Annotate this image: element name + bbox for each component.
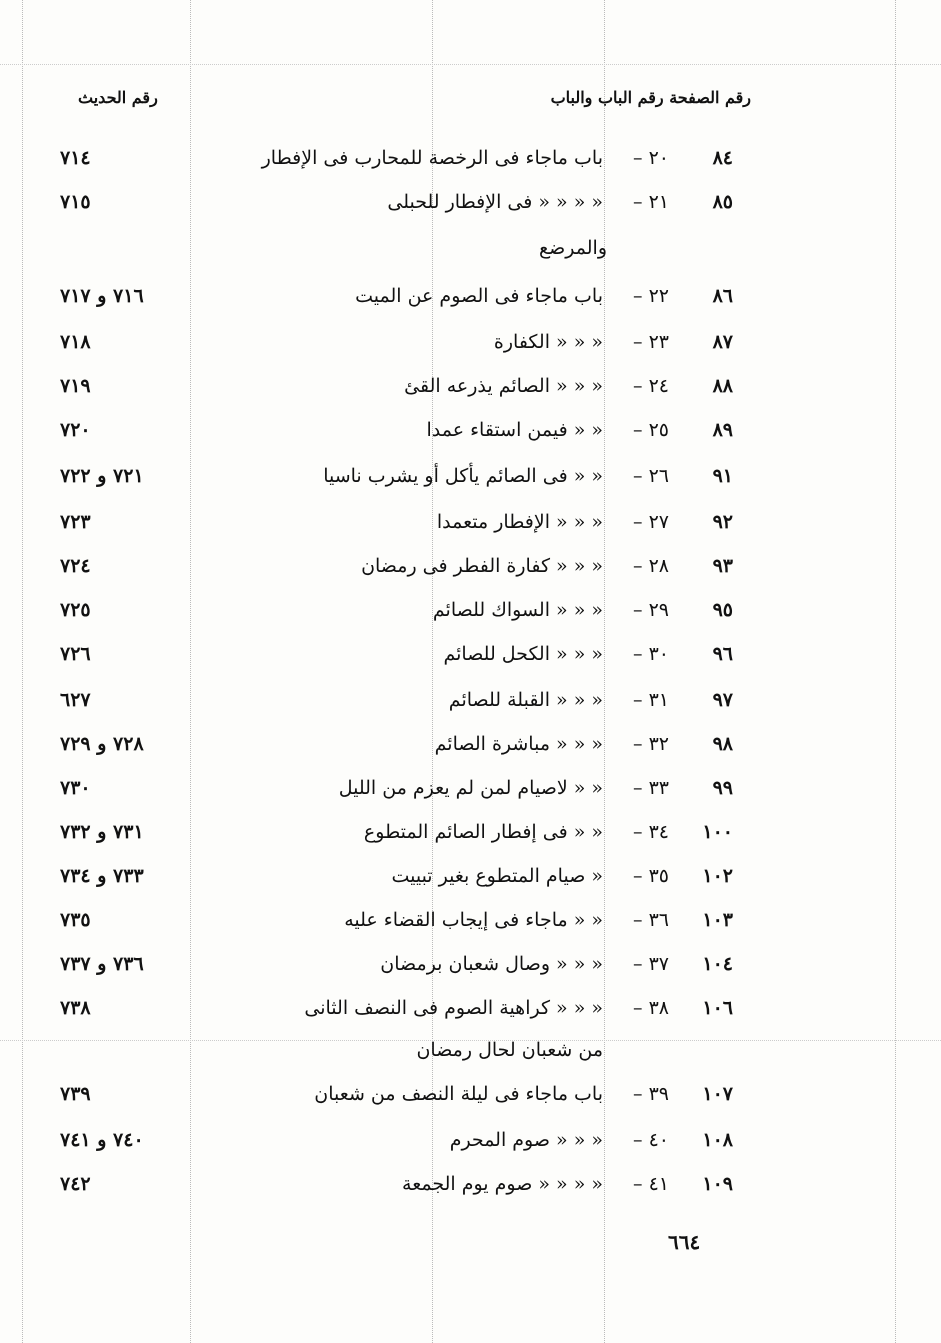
- hadith-number-cell: ٧١٩: [60, 375, 91, 397]
- chapter-title-cell: « « « الإفطار متعمدا: [436, 511, 603, 533]
- hadith-number-cell: ٧٣٣ و ٧٣٤: [60, 865, 144, 887]
- table-row: [0, 322, 941, 362]
- chapter-number-cell: ٢٦ –: [633, 465, 669, 487]
- page-number-cell: ١٠٢: [702, 865, 733, 887]
- table-row: [0, 1164, 941, 1204]
- page-number-cell: ١٠٦: [702, 997, 733, 1019]
- hadith-number-cell: ٧٢١ و ٧٢٢: [60, 465, 144, 487]
- page-number-cell: ٩٢: [712, 511, 733, 533]
- grid-line: [0, 64, 941, 65]
- page-number-cell: ١٠٨: [702, 1129, 733, 1151]
- page-number-cell: ٨٦: [712, 285, 733, 307]
- chapter-number-cell: ٣٤ –: [633, 821, 669, 843]
- page-number-cell: ١٠٠: [702, 821, 733, 843]
- table-row: [0, 590, 941, 630]
- chapter-title-cell: « « فيمن استقاء عمدا: [426, 419, 603, 441]
- table-row: [0, 900, 941, 940]
- page-number-cell: ٩٣: [712, 555, 733, 577]
- hadith-number-cell: ٧٣٠: [60, 777, 91, 799]
- page-number-cell: ١٠٩: [702, 1173, 733, 1195]
- chapter-number-cell: ٣٦ –: [633, 909, 669, 931]
- chapter-title-cell: « « فى إفطار الصائم المتطوع: [363, 821, 603, 843]
- page-number-cell: ٨٩: [712, 419, 733, 441]
- page-number-cell: ٩٥: [712, 599, 733, 621]
- chapter-title-cell: « « « الكفارة: [493, 331, 603, 353]
- hadith-number-cell: ٧١٥: [60, 191, 91, 213]
- chapter-title-cell: « « « الكحل للصائم: [443, 643, 603, 665]
- chapter-number-cell: ٣٩ –: [633, 1083, 669, 1105]
- chapter-title-cell: « صيام المتطوع بغير تبييت: [391, 865, 603, 887]
- chapter-number-cell: ٢٩ –: [633, 599, 669, 621]
- chapter-number-cell: ٢٥ –: [633, 419, 669, 441]
- table-row: [0, 138, 941, 178]
- table-row: [0, 724, 941, 764]
- chapter-number-cell: ٢٤ –: [633, 375, 669, 397]
- header-page-chapter: رقم الصفحة رقم الباب والباب: [550, 88, 751, 107]
- chapter-number-cell: ٢١ –: [633, 191, 669, 213]
- chapter-number-cell: ٢٨ –: [633, 555, 669, 577]
- hadith-number-cell: ٧٣١ و ٧٣٢: [60, 821, 144, 843]
- page-number-cell: ٩٨: [712, 733, 733, 755]
- page-number-cell: ٩٩: [712, 777, 733, 799]
- title-continuation: من شعبان لحال رمضان: [416, 1039, 603, 1061]
- chapter-title-cell: « « لاصيام لمن لم يعزم من الليل: [338, 777, 603, 799]
- chapter-number-cell: ٣١ –: [633, 689, 669, 711]
- chapter-title-cell: « « « مباشرة الصائم: [434, 733, 603, 755]
- table-row: [0, 1074, 941, 1114]
- table-row: [0, 988, 941, 1028]
- chapter-title-cell: « « « القبلة للصائم: [448, 689, 603, 711]
- page-number-cell: ٩١: [712, 465, 733, 487]
- page-number-cell: ١٠٣: [702, 909, 733, 931]
- chapter-title-cell: « « « « فى الإفطار للحبلى: [387, 191, 603, 213]
- table-row: [0, 680, 941, 720]
- page-number-cell: ١٠٧: [702, 1083, 733, 1105]
- table-row: [0, 456, 941, 496]
- title-continuation: والمرضع: [539, 237, 607, 259]
- chapter-number-cell: ٢٧ –: [633, 511, 669, 533]
- hadith-number-cell: ٧٣٩: [60, 1083, 91, 1105]
- chapter-number-cell: ٢٢ –: [633, 285, 669, 307]
- chapter-number-cell: ٢٠ –: [633, 147, 669, 169]
- chapter-number-cell: ٣٠ –: [633, 643, 669, 665]
- table-row: [0, 182, 941, 222]
- hadith-number-cell: ٧٢٠: [60, 419, 91, 441]
- hadith-number-cell: ٧٢٥: [60, 599, 91, 621]
- chapter-title-cell: « « « كراهية الصوم فى النصف الثانى: [304, 997, 603, 1019]
- chapter-number-cell: ٤٠ –: [633, 1129, 669, 1151]
- hadith-number-cell: ٧٤٢: [60, 1173, 91, 1195]
- hadith-number-cell: ٧٢٨ و ٧٢٩: [60, 733, 144, 755]
- table-row: [0, 1120, 941, 1160]
- hadith-number-cell: ٧٢٦: [60, 643, 91, 665]
- hadith-number-cell: ٧٤٠ و ٧٤١: [60, 1129, 144, 1151]
- hadith-number-cell: ٧٣٦ و ٧٣٧: [60, 953, 144, 975]
- chapter-number-cell: ٤١ –: [633, 1173, 669, 1195]
- hadith-number-cell: ٧٣٨: [60, 997, 91, 1019]
- chapter-title-cell: باب ماجاء فى الرخصة للمحارب فى الإفطار: [261, 147, 603, 169]
- table-row: [0, 546, 941, 586]
- hadith-number-cell: ٧٢٤: [60, 555, 91, 577]
- table-row: [0, 812, 941, 852]
- chapter-title-cell: باب ماجاء فى ليلة النصف من شعبان: [314, 1083, 603, 1105]
- chapter-number-cell: ٣٧ –: [633, 953, 669, 975]
- table-row: [0, 276, 941, 316]
- chapter-number-cell: ٣٥ –: [633, 865, 669, 887]
- page-number: ٦٦٤: [668, 1230, 701, 1254]
- chapter-title-cell: « « « وصال شعبان برمضان: [380, 953, 603, 975]
- chapter-title-cell: « « « كفارة الفطر فى رمضان: [361, 555, 603, 577]
- hadith-number-cell: ٧٣٥: [60, 909, 91, 931]
- chapter-title-cell: « « « السواك للصائم: [432, 599, 603, 621]
- hadith-number-cell: ٧١٤: [60, 147, 91, 169]
- table-row: [0, 944, 941, 984]
- page-number-cell: ٨٨: [712, 375, 733, 397]
- hadith-number-cell: ٧٢٣: [60, 511, 91, 533]
- page-number-cell: ١٠٤: [702, 953, 733, 975]
- chapter-title-cell: « « « صوم المحرم: [449, 1129, 603, 1151]
- chapter-number-cell: ٣٨ –: [633, 997, 669, 1019]
- page-number-cell: ٩٦: [712, 643, 733, 665]
- chapter-number-cell: ٣٣ –: [633, 777, 669, 799]
- chapter-title-cell: باب ماجاء فى الصوم عن الميت: [355, 285, 603, 307]
- chapter-title-cell: « « « الصائم يذرعه القئ: [404, 375, 603, 397]
- page-number-cell: ٨٥: [712, 191, 733, 213]
- table-row: [0, 768, 941, 808]
- hadith-number-cell: ٧١٦ و ٧١٧: [60, 285, 144, 307]
- table-row: [0, 502, 941, 542]
- chapter-number-cell: ٣٢ –: [633, 733, 669, 755]
- table-row: [0, 410, 941, 450]
- chapter-number-cell: ٢٣ –: [633, 331, 669, 353]
- page-number-cell: ٨٧: [712, 331, 733, 353]
- table-row: [0, 856, 941, 896]
- header-hadith-number: رقم الحديث: [78, 88, 158, 107]
- chapter-title-cell: « « ماجاء فى إيجاب القضاء عليه: [344, 909, 603, 931]
- hadith-number-cell: ٧١٨: [60, 331, 91, 353]
- page-number-cell: ٩٧: [712, 689, 733, 711]
- hadith-number-cell: ٦٢٧: [60, 689, 91, 711]
- table-row: [0, 634, 941, 674]
- chapter-title-cell: « « فى الصائم يأكل أو يشرب ناسيا: [323, 465, 603, 487]
- chapter-title-cell: « « « « صوم يوم الجمعة: [402, 1173, 603, 1195]
- page-number-cell: ٨٤: [712, 147, 733, 169]
- table-row: [0, 366, 941, 406]
